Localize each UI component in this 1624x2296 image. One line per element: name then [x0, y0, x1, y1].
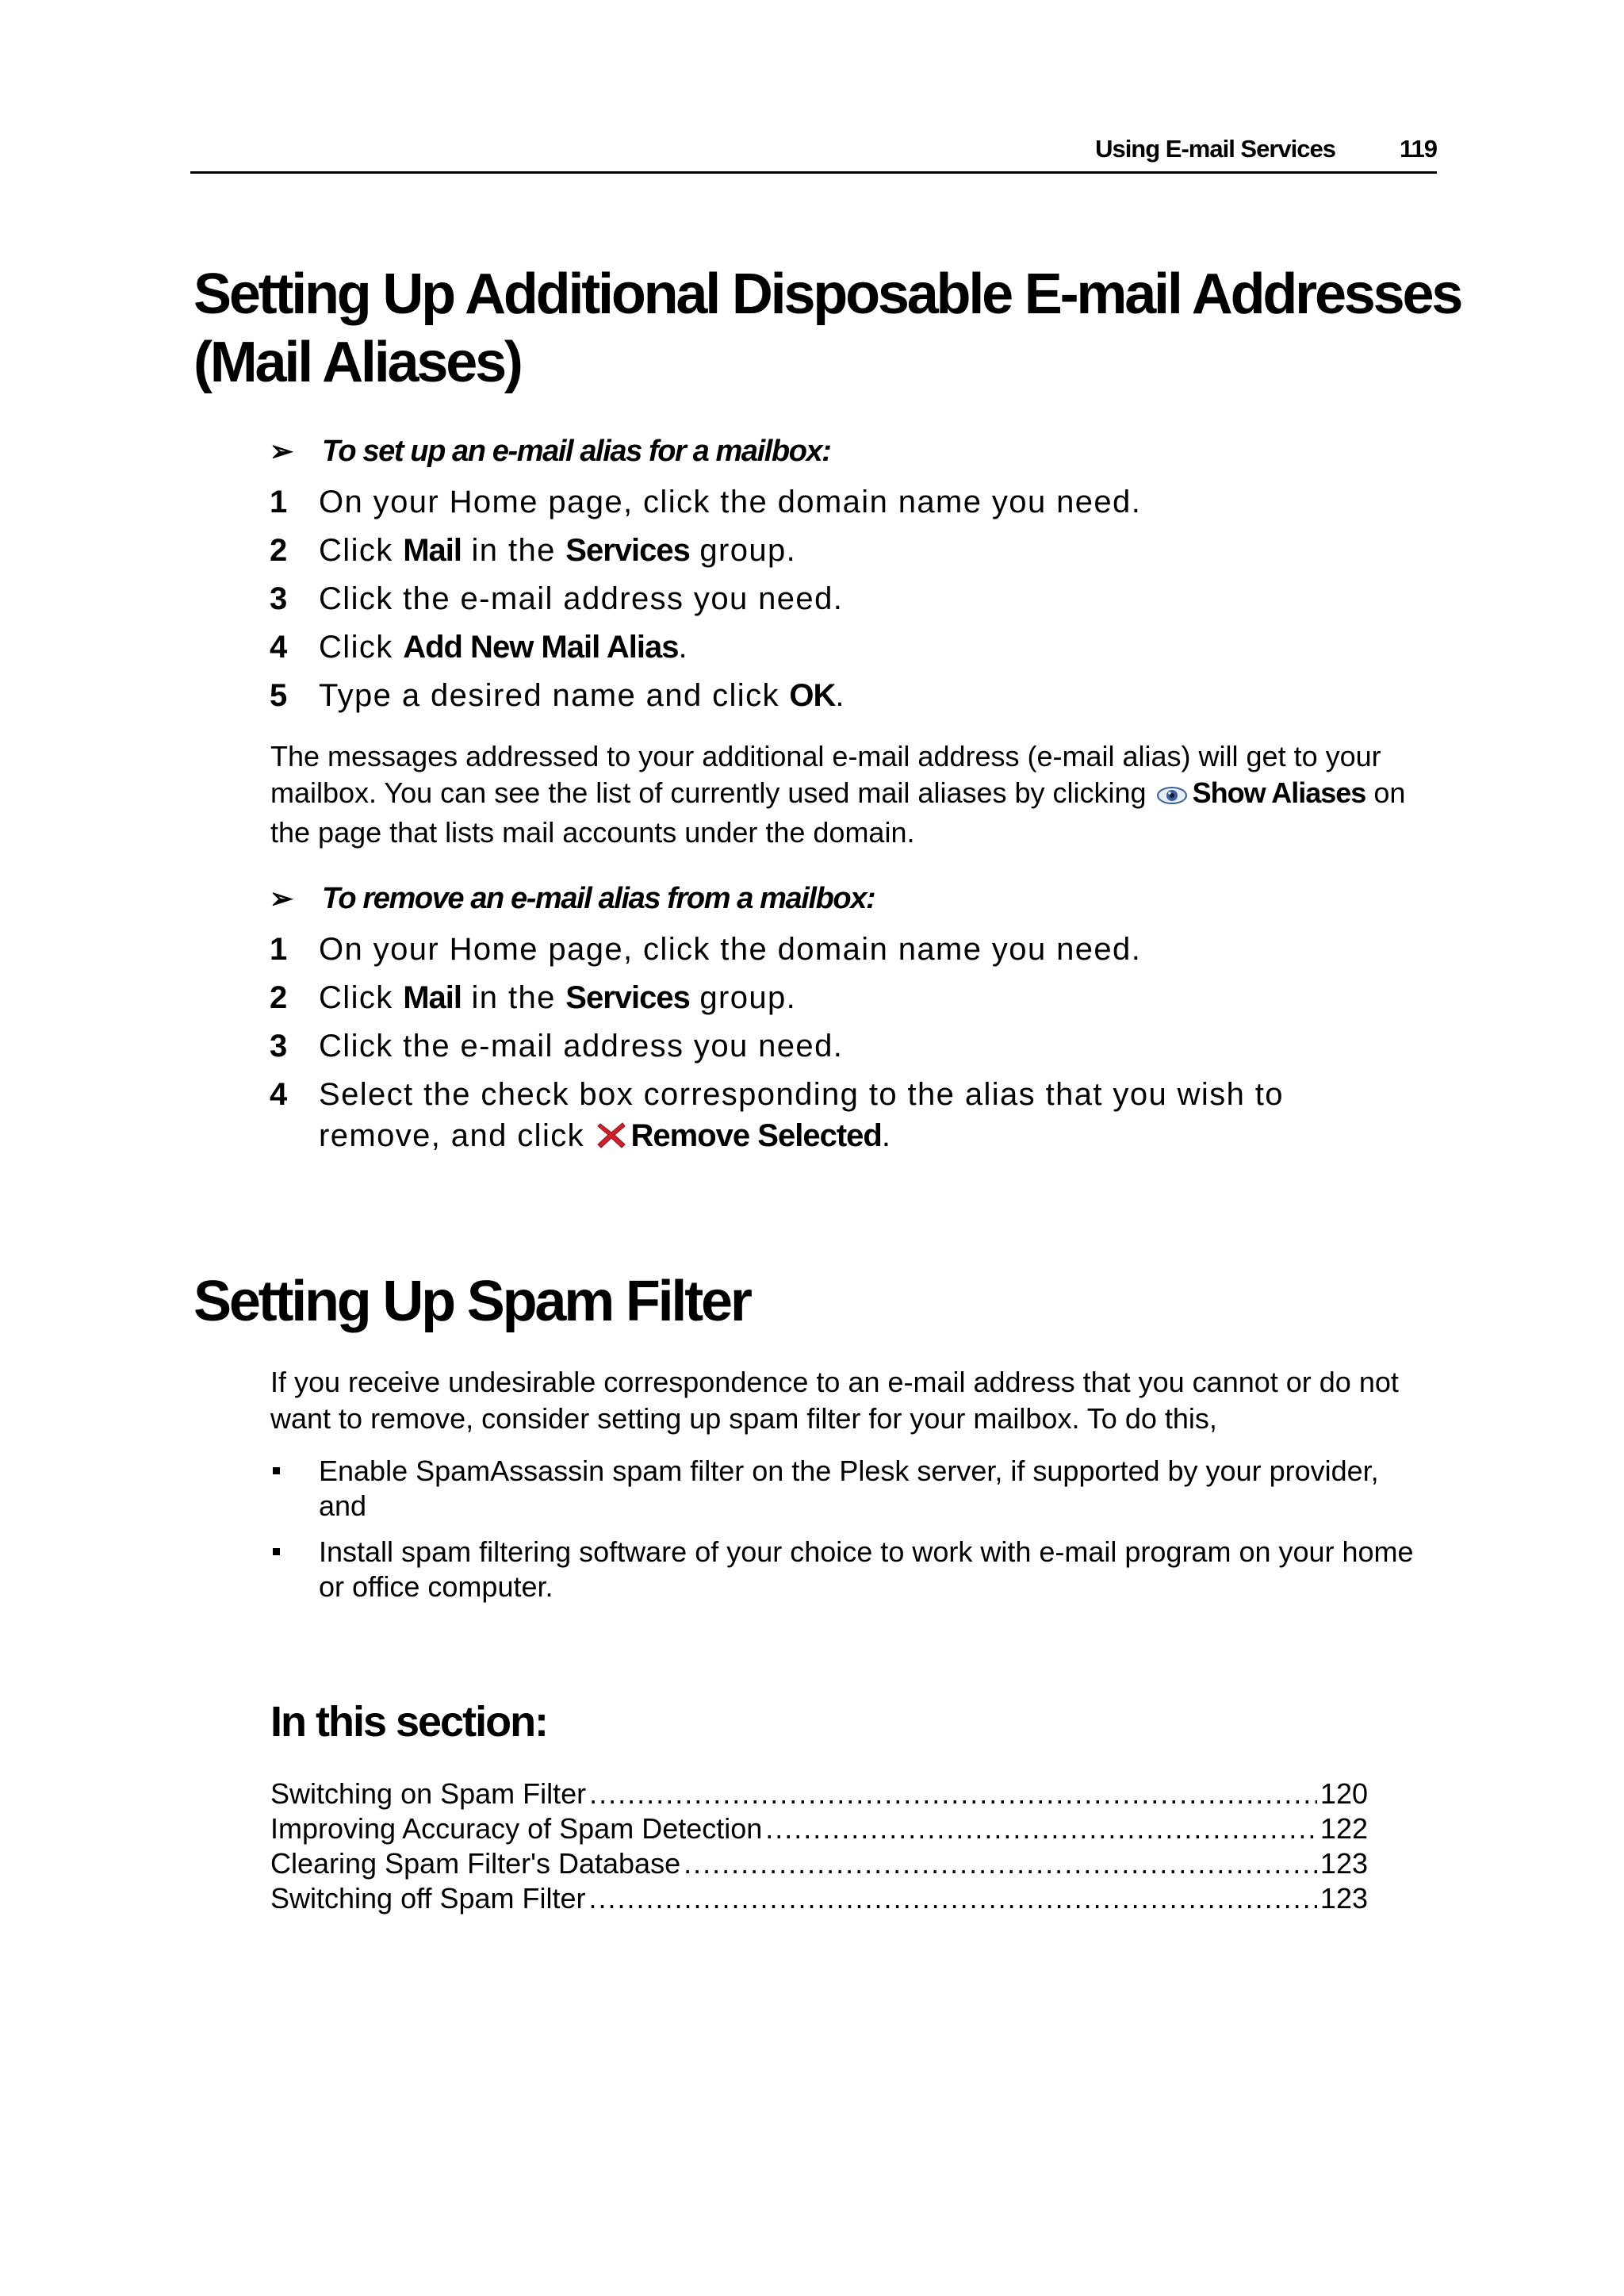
eye-icon — [1156, 778, 1188, 815]
step-text: Click the e-mail address you need. — [319, 581, 844, 616]
toc-entry-title[interactable]: Switching off Spam Filter — [270, 1882, 586, 1915]
steps-remove-alias — [270, 929, 1372, 1167]
toc-leader — [765, 1811, 1317, 1846]
square-bullet-icon — [273, 1548, 280, 1555]
step-text: . — [835, 678, 845, 713]
step-item — [270, 977, 1372, 1018]
step-text: Click the e-mail address you need. — [319, 1029, 844, 1064]
step-text: Click — [319, 980, 404, 1015]
step-number: 2 — [270, 533, 288, 568]
ui-term-services: Services — [565, 980, 690, 1015]
step-number: 1 — [270, 932, 288, 967]
step-item — [270, 929, 1372, 970]
header-section-title: Using E-mail Services — [1095, 135, 1335, 163]
ui-term-mail: Mail — [403, 980, 462, 1015]
step-number: 4 — [270, 630, 288, 665]
running-header — [190, 135, 1437, 174]
step-number: 4 — [270, 1077, 288, 1112]
toc-entry-page: 123 — [1320, 1882, 1368, 1915]
step-item — [270, 627, 1443, 668]
procedure-heading-remove-alias — [270, 882, 875, 916]
step-item — [270, 481, 1443, 523]
arrow-bullet-icon: ➢ — [270, 435, 293, 467]
step-text: . — [678, 630, 688, 665]
step-text: Click — [319, 533, 404, 568]
step-text: in the — [461, 533, 566, 568]
step-number: 3 — [270, 1029, 288, 1064]
toc-entry-title[interactable]: Switching on Spam Filter — [270, 1777, 587, 1810]
step-number: 5 — [270, 678, 288, 713]
toc-entry[interactable] — [270, 1811, 1368, 1846]
toc-entry[interactable] — [270, 1846, 1368, 1881]
step-text: group. — [689, 533, 797, 568]
step-number: 1 — [270, 485, 288, 519]
toc-entry[interactable] — [270, 1777, 1368, 1811]
toc-entry-page: 123 — [1320, 1847, 1368, 1880]
table-of-contents — [270, 1777, 1368, 1916]
step-item — [270, 578, 1443, 619]
step-number: 3 — [270, 581, 288, 616]
ui-term-ok: OK — [789, 678, 836, 713]
bullet-list-spam-options — [270, 1454, 1427, 1616]
step-text: . — [881, 1118, 892, 1153]
step-text: On your Home page, click the domain name you need. — [319, 485, 1142, 519]
ui-term-remove-selected: Remove Selected — [630, 1118, 882, 1153]
toc-entry-page: 120 — [1320, 1777, 1368, 1810]
step-text: group. — [689, 980, 797, 1015]
step-text: Click — [319, 630, 404, 665]
steps-setup-alias — [270, 481, 1443, 723]
header-page-number: 119 — [1399, 135, 1437, 163]
toc-entry[interactable] — [270, 1881, 1368, 1916]
step-text: Type a desired name and click — [319, 678, 790, 713]
step-text: in the — [461, 980, 566, 1015]
ui-term-mail: Mail — [403, 533, 462, 568]
step-text: Select the check box corresponding to the alias that you wish to remove, and click — [319, 1077, 1284, 1153]
section-title-mail-aliases: Setting Up Additional Disposable E-mail Addresses (Mail Aliases) — [193, 263, 1461, 394]
paragraph-spam-intro: If you receive undesirable correspondence to an e-mail address that you cannot or do not want to remove, consider setting up spam filter for your mailbox. To do this, — [270, 1366, 1399, 1435]
list-item — [270, 1454, 1427, 1524]
toc-leader — [684, 1846, 1317, 1881]
paragraph-text: on the page that lists mail accounts under the domain. — [270, 776, 1406, 849]
paragraph-text: The messages addressed to your additional e-mail address (e-mail alias) will get to your mailbox. You can see the list of currently used mail aliases by clicking — [270, 740, 1381, 809]
square-bullet-icon — [273, 1467, 280, 1474]
toc-leader — [589, 1881, 1317, 1916]
step-item — [270, 675, 1443, 716]
procedure-heading-setup-alias — [270, 435, 831, 469]
arrow-bullet-icon: ➢ — [270, 882, 293, 914]
subheading-in-this-section: In this section: — [270, 1698, 548, 1746]
ui-term-add-new-mail-alias: Add New Mail Alias — [403, 630, 679, 665]
step-text: On your Home page, click the domain name you need. — [319, 932, 1142, 967]
ui-term-show-aliases: Show Aliases — [1192, 776, 1366, 809]
section-title-spam-filter: Setting Up Spam Filter — [193, 1270, 750, 1333]
step-item — [270, 530, 1443, 571]
list-item — [270, 1535, 1427, 1604]
toc-leader — [589, 1777, 1317, 1811]
procedure-title: To set up an e-mail alias for a mailbox: — [322, 435, 831, 468]
step-item — [270, 1025, 1372, 1067]
toc-entry-title[interactable]: Clearing Spam Filter's Database — [270, 1847, 681, 1880]
paragraph-aliases-note — [270, 738, 1428, 851]
list-item-text: Install spam filtering software of your choice to work with e-mail program on your home or office computer. — [319, 1535, 1414, 1603]
list-item-text: Enable SpamAssassin spam filter on the Plesk server, if supported by your provider, and — [319, 1455, 1379, 1522]
ui-term-services: Services — [565, 533, 690, 568]
remove-x-icon — [596, 1118, 626, 1159]
toc-entry-title[interactable]: Improving Accuracy of Spam Detection — [270, 1812, 763, 1845]
step-item — [270, 1074, 1372, 1159]
toc-entry-page: 122 — [1320, 1812, 1368, 1845]
step-number: 2 — [270, 980, 288, 1015]
procedure-title: To remove an e-mail alias from a mailbox: — [322, 882, 875, 915]
